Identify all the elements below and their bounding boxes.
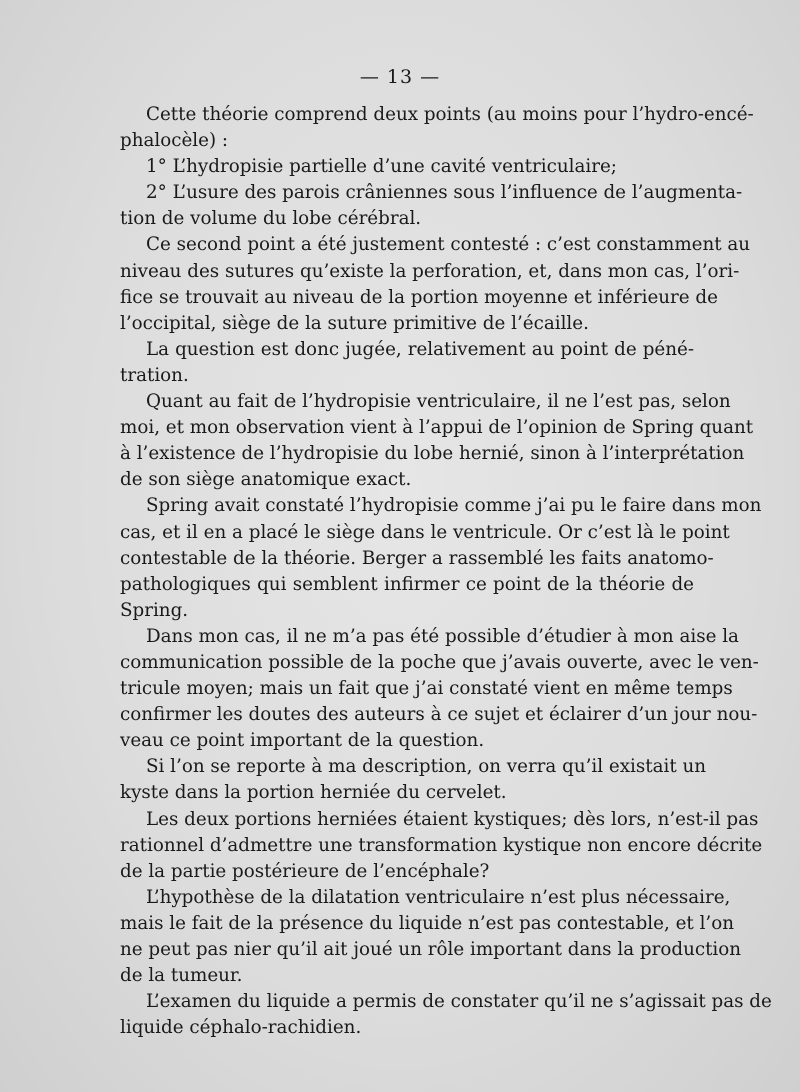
text-line: communication possible de la poche que j’avais ouverte, avec le ven- bbox=[120, 651, 759, 673]
text-line: Spring. bbox=[120, 599, 189, 621]
text-line: moi, et mon observation vient à l’appui de l’opinion de Spring quant bbox=[120, 417, 754, 439]
text-line: l’occipital, siège de la suture primitive de l’écaille. bbox=[120, 312, 589, 334]
page-number: — 13 — bbox=[359, 66, 441, 88]
text-line: tricule moyen; mais un fait que j’ai constaté vient en même temps bbox=[120, 678, 733, 700]
text-line: fice se trouvait au niveau de la portion moyenne et inférieure de bbox=[120, 286, 718, 308]
text-line: tion de volume du lobe cérébral. bbox=[120, 208, 422, 230]
text-line: de la partie postérieure de l’encéphale? bbox=[120, 860, 490, 882]
text-line: Cette théorie comprend deux points (au moins pour l’hydro-encé- bbox=[146, 104, 754, 125]
text-line: Ce second point a été justement contesté : c’est constamment au bbox=[146, 234, 751, 256]
text-line: 2° L’usure des parois crâniennes sous l’influence de l’augmenta- bbox=[146, 182, 743, 204]
text-line: Si l’on se reporte à ma description, on verra qu’il existait un bbox=[146, 756, 707, 778]
text-line: tration. bbox=[120, 364, 189, 386]
body-text bbox=[120, 102, 772, 1041]
text-line: veau ce point important de la question. bbox=[120, 730, 485, 752]
text-line: Quant au fait de l’hydropisie ventriculaire, il ne l’est pas, selon bbox=[146, 391, 731, 413]
text-line: La question est donc jugée, relativement au point de péné- bbox=[146, 338, 694, 360]
text-line: de la tumeur. bbox=[120, 965, 243, 987]
text-line: Les deux portions herniées étaient kystiques; dès lors, n’est-il pas bbox=[146, 808, 759, 830]
text-line: mais le fait de la présence du liquide n’est pas contestable, et l’on bbox=[120, 912, 735, 934]
text-line: pathologiques qui semblent infirmer ce point de la théorie de bbox=[120, 573, 694, 595]
text-line: cas, et il en a placé le siège dans le ventricule. Or c’est là le point bbox=[120, 521, 730, 543]
text-line: rationnel d’admettre une transformation kystique non encore décrite bbox=[120, 834, 763, 856]
text-line: L’hypothèse de la dilatation ventriculaire n’est plus nécessaire, bbox=[146, 886, 731, 908]
text-line: de son siège anatomique exact. bbox=[120, 469, 412, 491]
text-line: phalocèle) : bbox=[120, 130, 229, 152]
text-line: kyste dans la portion herniée du cervelet. bbox=[120, 782, 507, 804]
text-line: liquide céphalo-rachidien. bbox=[120, 1017, 362, 1039]
text-line: L’examen du liquide a permis de constater qu’il ne s’agissait pas de bbox=[146, 991, 772, 1013]
text-line: à l’existence de l’hydropisie du lobe hernié, sinon à l’interprétation bbox=[120, 443, 745, 465]
text-line: 1° L’hydropisie partielle d’une cavité ventriculaire; bbox=[146, 156, 617, 178]
text-line: niveau des sutures qu’existe la perforation, et, dans mon cas, l’ori- bbox=[120, 260, 740, 282]
text-line: Spring avait constaté l’hydropisie comme j’ai pu le faire dans mon bbox=[146, 495, 762, 517]
text-line: ne peut pas nier qu’il ait joué un rôle important dans la production bbox=[120, 939, 742, 960]
text-line: confirmer les doutes des auteurs à ce sujet et éclairer d’un jour nou- bbox=[120, 704, 758, 726]
text-line: Dans mon cas, il ne m’a pas été possible d’étudier à mon aise la bbox=[146, 625, 739, 647]
text-line: contestable de la théorie. Berger a rassemblé les faits anatomo- bbox=[120, 547, 714, 569]
